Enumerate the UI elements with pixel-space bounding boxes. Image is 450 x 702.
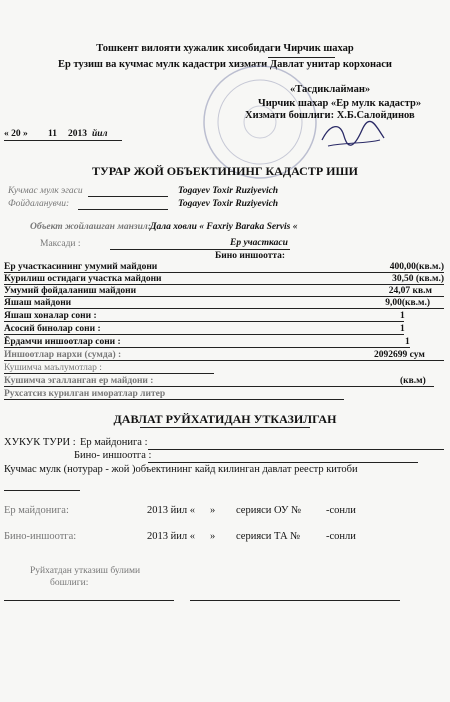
approval-title: «Тасдиклайман» bbox=[290, 84, 371, 95]
purpose-line bbox=[110, 249, 290, 250]
registry-row-series-1: серияси ТА № bbox=[236, 531, 301, 542]
measure-label-7: Иншоотлар нархи (сумда) : bbox=[4, 350, 122, 360]
measure-line-2 bbox=[4, 296, 444, 297]
footer-line1: Руйхатдан утказиш булими bbox=[30, 566, 141, 576]
measure-value-1: 30,50 (кв.м.) bbox=[392, 274, 444, 284]
doc-title: ТУРАР ЖОЙ ОБЪЕКТИНИНГ КАДАСТР ИШИ bbox=[91, 164, 359, 178]
rights-land-line bbox=[148, 449, 444, 450]
section-building: Бино иншоотта: bbox=[215, 251, 286, 261]
date-month: 11 bbox=[48, 129, 57, 139]
address-value: Дала ховли « Faxriy Baraka Servis « bbox=[150, 222, 298, 232]
registry-row-label-1: Бино-иншоотга: bbox=[4, 531, 77, 542]
extra-label-1: Кушимча эгалланган ер майдони : bbox=[4, 376, 154, 386]
approval-line1: Чирчик шахар «Ер мулк кадастр» bbox=[258, 98, 422, 109]
measure-line-4 bbox=[4, 321, 404, 322]
footer-line2: бошлиги: bbox=[50, 578, 89, 588]
registry-text: Кучмас мулк (нотурар - жой )объектининг кайд килинган давлат реестр китоби bbox=[4, 464, 358, 475]
date-underline bbox=[4, 140, 122, 141]
measure-value-6: 1 bbox=[405, 337, 410, 347]
measure-value-7: 2092699 сум bbox=[374, 350, 425, 360]
date-year-suffix: йил bbox=[92, 129, 108, 139]
measure-line-0 bbox=[4, 272, 444, 273]
measure-value-2: 24,07 кв.м bbox=[388, 286, 432, 296]
footer-line-left bbox=[4, 600, 174, 601]
measure-value-4: 1 bbox=[400, 311, 405, 321]
header-line1: Тошкент вилояти хужалик хисобидаги Чирчик шахар bbox=[96, 43, 354, 54]
registry-row-quote-1: » bbox=[210, 531, 216, 542]
purpose-value: Ер участкаси bbox=[230, 238, 288, 248]
owner-value2: Togayev Toxir Ruziyevich bbox=[178, 199, 279, 209]
extra-line-1 bbox=[4, 386, 434, 387]
owner-line2 bbox=[78, 209, 168, 210]
owner-line1 bbox=[88, 196, 168, 197]
header-line2: Ер тузиш ва кучмас мулк кадастри хизмати Давлат унитар корхонаси bbox=[58, 59, 392, 70]
registry-row-year-0: 2013 йил « bbox=[147, 505, 195, 516]
registration-title: ДАВЛАТ РУЙХАТИДАН УТКАЗИЛГАН bbox=[113, 412, 337, 426]
rights-land-label: Ер майдонига : bbox=[80, 437, 148, 448]
owner-label2: Фойдаланувчи: bbox=[8, 199, 70, 209]
purpose-label: Максади : bbox=[40, 239, 81, 249]
measure-value-3: 9,00(кв.м.) bbox=[385, 298, 430, 308]
signature-icon bbox=[318, 118, 388, 154]
registry-row-year-1: 2013 йил « bbox=[147, 531, 195, 542]
date-year: 2013 bbox=[68, 129, 87, 139]
measure-line-6 bbox=[4, 347, 410, 348]
approval-line2: Хизмати бошлиги: Х.Б.Салойдинов bbox=[245, 110, 415, 121]
measure-line-1 bbox=[4, 284, 444, 285]
date-day: « 20 » bbox=[4, 129, 28, 139]
header-underline bbox=[268, 57, 335, 58]
rights-building-line bbox=[148, 462, 418, 463]
address-label: Объект жойлашган манзил: bbox=[30, 222, 151, 232]
measure-label-4: Яшаш хоналар сони : bbox=[4, 311, 97, 321]
registry-line bbox=[4, 490, 80, 491]
measure-label-5: Асосий бинолар сони : bbox=[4, 324, 101, 334]
registry-row-suffix-0: -сонли bbox=[326, 505, 356, 516]
measure-value-0: 400,00(кв.м.) bbox=[389, 262, 444, 272]
extra-line-2 bbox=[4, 399, 344, 400]
measure-line-5 bbox=[4, 334, 404, 335]
registry-row-label-0: Ер майдонига: bbox=[4, 505, 69, 516]
measure-line-7 bbox=[4, 360, 444, 361]
registration-title-underline bbox=[140, 427, 310, 428]
measure-label-3: Яшаш майдони bbox=[4, 298, 72, 308]
measure-label-6: Ёрдамчи иншоотлар сони : bbox=[4, 337, 121, 347]
extra-value-1: (кв.м) bbox=[400, 376, 426, 386]
extra-line-0 bbox=[4, 373, 214, 374]
rights-label: ХУКУК ТУРИ : bbox=[4, 437, 76, 448]
owner-value1: Togayev Toxir Ruziyevich bbox=[178, 186, 279, 196]
registry-row-suffix-1: -сонли bbox=[326, 531, 356, 542]
measure-label-0: Ер участкасининг умумий майдони bbox=[4, 262, 158, 272]
footer-line-right bbox=[190, 600, 400, 601]
measure-line-3 bbox=[4, 308, 444, 309]
measure-label-2: Умумий фойдаланиш майдони bbox=[4, 286, 137, 296]
extra-label-0: Кушимча маълумотлар : bbox=[4, 363, 102, 373]
owner-label1: Кучмас мулк эгаси bbox=[8, 186, 83, 196]
registry-row-series-0: серияси ОУ № bbox=[236, 505, 302, 516]
measure-label-1: Курилиш остидаги участка майдони bbox=[4, 274, 162, 284]
rights-building-label: Бино- иншоотга : bbox=[74, 450, 152, 461]
extra-label-2: Рухсатсиз курилган иморатлар литер bbox=[4, 389, 166, 399]
registry-row-quote-0: » bbox=[210, 505, 216, 516]
measure-value-5: 1 bbox=[400, 324, 405, 334]
